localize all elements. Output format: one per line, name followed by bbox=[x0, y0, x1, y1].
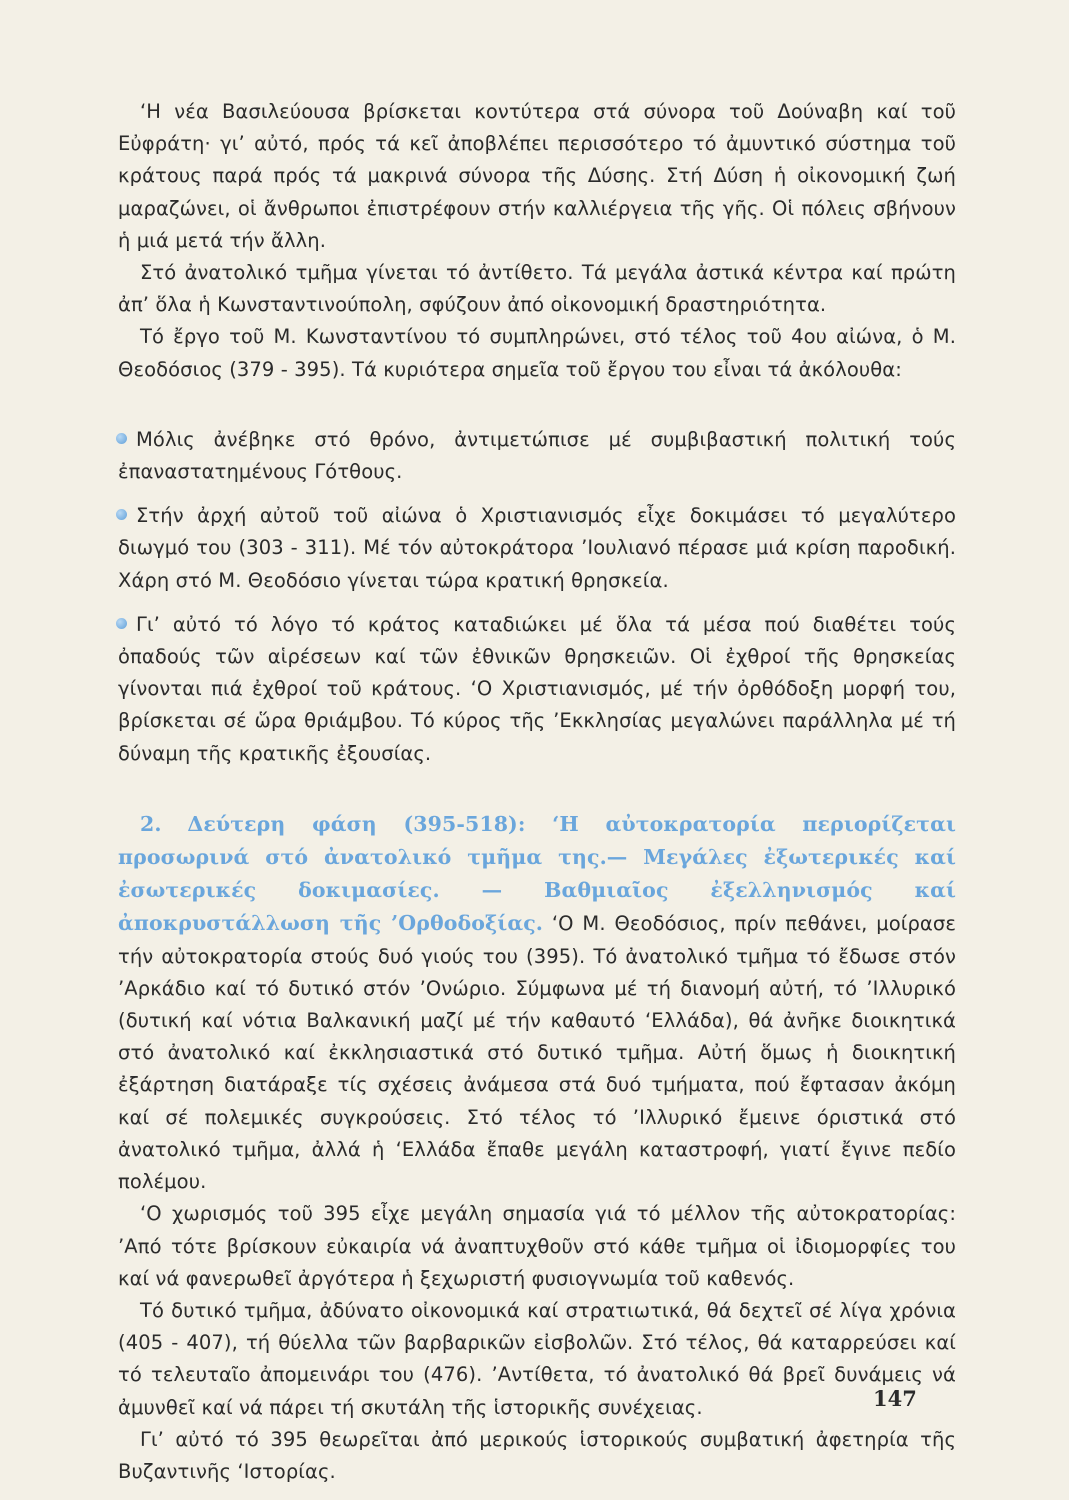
paragraph: ‘Ο χωρισμός τοῦ 395 εἶχε μεγάλη σημασία γιά τό μέλλον τῆς αὐτοκρατορίας: ’Από τότε βρίσκουν εὐκαιρία νά ἀναπτυχθοῦν στό κάθε τμῆμα οἱ ἰδιομορφίες του καί νά φανερωθεῖ ἀργότερα ἡ ξεχωριστή φυσιογνωμία τοῦ καθενός. bbox=[118, 1202, 956, 1290]
paragraph: Τό ἔργο τοῦ Μ. Κωνσταντίνου τό συμπληρώνει, στό τέλος τοῦ 4ου αἰώνα, ὁ Μ. Θεοδόσιος (379 - 395). Τά κυριότερα σημεῖα τοῦ ἔργου του εἶναι τά ἀκόλουθα: bbox=[118, 325, 956, 381]
section-number: 2. bbox=[140, 811, 162, 836]
section-paragraph bbox=[118, 808, 956, 1198]
section-body: ‘Ο Μ. Θεοδόσιος, πρίν πεθάνει, μοίρασε τήν αὐτοκρατορία στούς δυό γιούς του (395). Τό ἀνατολικό τμῆμα τό ἔδωσε στόν ’Αρκάδιο καί τό δυτικό στόν ’Ονώριο. Σύμφωνα μέ τή διανομή αὐτή, τό ’Ιλλυρικό (δυτική καί νότια Βαλκανική μαζί μέ τήν καθαυτό ‘Ελλάδα), θά ἀνῆκε διοικητικά στό ἀνατολικό καί ἐκκλησιαστικά στό δυτικό τμῆμα. Αὐτή ὅμως ἡ διοικητική ἐξάρτηση διατάραξε τίς σχέσεις ἀνάμεσα στά δυό τμήματα, πού ἔφτασαν ἀκόμη καί σέ πολεμικές συγκρούσεις. Στό τέλος τό ’Ιλλυρικό ἔμεινε όριστικά στό ἀνατολικό τμῆμα, ἀλλά ἡ ‘Ελλάδα ἔπαθε μεγάλη καταστροφή, γιατί ἔγινε πεδίο πολέμου. bbox=[118, 912, 956, 1194]
paragraph: ‘Η νέα Βασιλεύουσα βρίσκεται κοντύτερα στά σύνορα τοῦ Δούναβη καί τοῦ Εὐφράτη· γι’ αὐτό, πρός τά κεῖ ἀποβλέπει περισσότερο τό ἀμυντικό σύστημα τοῦ κράτους παρά πρός τά μακρινά σύνορα τῆς Δύσης. Στή Δύση ἡ οἰκονομική ζωή μαραζώνει, οἱ ἄνθρωποι ἐπιστρέφουν στήν καλλιέργεια τῆς γῆς. Οἱ πόλεις σβήνουν ἡ μιά μετά τήν ἄλλη. bbox=[118, 100, 956, 252]
bullet-item bbox=[118, 500, 956, 597]
paragraph: Στό ἀνατολικό τμῆμα γίνεται τό ἀντίθετο. Τά μεγάλα ἀστικά κέντρα καί πρώτη ἀπ’ ὅλα ἡ Κωνσταντινούπολη, σφύζουν ἀπό οἰκονομική δραστηριότητα. bbox=[118, 261, 956, 317]
bullet-text: Μόλις ἀνέβηκε στό θρόνο, ἀντιμετώπισε μέ συμβιβαστική πολιτική τούς ἐπαναστατημένους Γότθους. bbox=[118, 427, 956, 484]
bullet-item bbox=[118, 424, 956, 488]
section-heading: Δεύτερη φάση (395-518): ‘Η αὐτοκρατορία περιορίζεται προσωρινά στό ἀνατολικό τμῆμα της.— Μεγάλες ἐξωτερικές καί ἐσωτερικές δοκιμασίες. — Βαθμιαῖος ἐξελληνισμός καί ἀποκρυστάλλωση τῆς ’Ορθοδοξίας. bbox=[118, 811, 956, 936]
page-number: 147 bbox=[873, 1386, 917, 1411]
bullet-item bbox=[118, 609, 956, 770]
bullet-text: Γι’ αὐτό τό λόγο τό κράτος καταδιώκει μέ ὅλα τά μέσα πού διαθέτει τούς ὀπαδούς τῶν αἱρέσεων καί τῶν ἐθνικῶν θρησκειῶν. Οἱ ἐχθροί τῆς θρησκείας γίνονται πιά ἐχθροί τοῦ κράτους. ‘Ο Χριστιανισμός, μέ τήν ὀρθόδοξη μορφή του, βρίσκεται σέ ὥρα θριάμβου. Τό κύρος τῆς ’Εκκλησίας μεγαλώνει παράλληλα μέ τή δύναμη τῆς κρατικῆς ἐξουσίας. bbox=[118, 612, 956, 765]
bullet-icon bbox=[116, 433, 127, 444]
page-body bbox=[118, 96, 956, 1488]
bullet-icon bbox=[116, 509, 127, 520]
paragraph: Γι’ αὐτό τό 395 θεωρεῖται ἀπό μερικούς ἱστορικούς συμβατική ἀφετηρία τῆς Βυζαντινῆς ‘Ιστορίας. bbox=[118, 1427, 956, 1483]
bullet-icon bbox=[116, 618, 127, 629]
paragraph: Τό δυτικό τμῆμα, ἀδύνατο οἰκονομικά καί στρατιωτικά, θά δεχτεῖ σέ λίγα χρόνια (405 - 407), τή θύελλα τῶν βαρβαρικῶν εἰσβολῶν. Στό τέλος, θά καταρρεύσει καί τό τελευταῖο ἀπομεινάρι του (476). ’Αντίθετα, τό ἀνατολικό θά βρεῖ δυνάμεις νά ἀμυνθεῖ καί νά πάρει τή σκυτάλη τῆς ἱστορικῆς συνέχειας. bbox=[118, 1298, 956, 1419]
bullet-text: Στήν ἀρχή αὐτοῦ τοῦ αἰώνα ὁ Χριστιανισμός εἶχε δοκιμάσει τό μεγαλύτερο διωγμό του (303 - 311). Μέ τόν αὐτοκράτορα ’Ιουλιανό πέρασε μιά κρίση παροδική. Χάρη στό Μ. Θεοδόσιο γίνεται τώρα κρατική θρησκεία. bbox=[118, 504, 956, 592]
